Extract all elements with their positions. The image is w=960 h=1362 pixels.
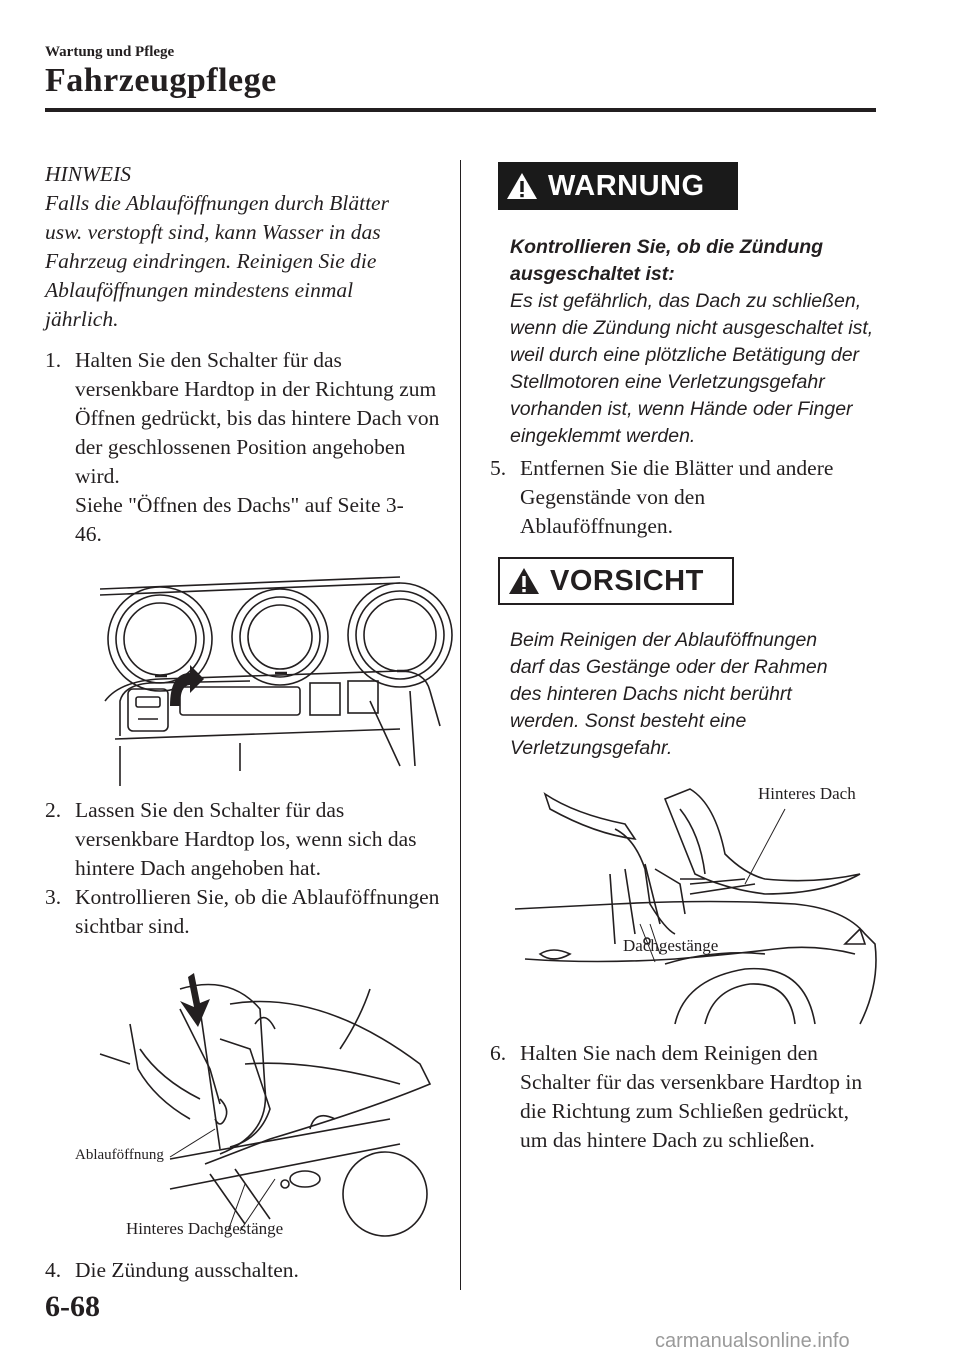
caution-label: VORSICHT <box>550 564 704 597</box>
caution-badge <box>498 557 734 605</box>
label-rear-roof: Hinteres Dach <box>758 784 856 803</box>
warning-badge <box>498 162 738 210</box>
note-text: Falls die Ablauföffnungen durch Blätter usw. verstopft sind, kann Wasser in das Fahrzeug eindringen. Reinigen Sie die Ablauföffnungen mindestens einmal jährlich. <box>45 191 389 331</box>
warning-triangle-icon <box>506 171 538 201</box>
watermark: carmanualsonline.info <box>655 1330 850 1352</box>
left-column <box>45 160 440 1285</box>
page-number: 6-68 <box>45 1290 100 1323</box>
warning-text: Es ist gefährlich, das Dach zu schließen, wenn die Zündung nicht ausgeschaltet ist, weil durch eine plötzliche Betätigung der Stellmotoren eine Verletzungsgefahr vorhanden ist, wenn Hände oder Finger eingeklemmt werden. <box>510 290 874 447</box>
step-number: 3. <box>45 885 62 909</box>
warning-heading: Kontrollieren Sie, ob die Zündung ausgeschaltet ist: <box>510 236 824 285</box>
step-reference: Siehe "Öffnen des Dachs" auf Seite 3-46. <box>75 493 404 546</box>
step-text: Kontrollieren Sie, ob die Ablauföffnungen sichtbar sind. <box>75 885 440 938</box>
caution-triangle-icon <box>508 566 540 596</box>
console-switch-illustration <box>100 561 465 786</box>
step-text: Halten Sie den Schalter für das versenkbare Hardtop in der Richtung zum Öffnen gedrückt, bis das hintere Dach von der geschlossenen Position angehoben wird. <box>75 348 440 488</box>
step-6 <box>490 1039 880 1155</box>
header-rule <box>45 108 876 112</box>
step-5 <box>490 454 880 541</box>
section-title: Wartung und Pflege <box>45 44 175 60</box>
figure-drain-opening <box>70 969 445 1244</box>
right-column <box>490 162 880 1155</box>
step-text: Halten Sie nach dem Reinigen den Schalter für das versenkbare Hardtop in die Richtung zum Schließen gedrückt, um das hintere Dach zu schließen. <box>520 1041 863 1152</box>
step-3 <box>45 883 440 941</box>
drain-opening-illustration <box>70 969 445 1244</box>
caution-text: Beim Reinigen der Ablauföffnungen darf das Gestänge oder der Rahmen des hinteren Dachs nicht berührt werden. Sonst besteht eine Verletzungsgefahr. <box>510 629 828 759</box>
step-2 <box>45 796 440 883</box>
note-title: HINWEIS <box>45 162 131 186</box>
step-4 <box>45 1256 440 1285</box>
step-text: Die Zündung ausschalten. <box>75 1258 299 1282</box>
rear-roof-illustration <box>515 784 880 1029</box>
warning-label: WARNUNG <box>548 169 705 202</box>
step-number: 1. <box>45 348 62 372</box>
step-text: Lassen Sie den Schalter für das versenkbare Hardtop los, wenn sich das hintere Dach angehoben hat. <box>75 798 417 880</box>
step-number: 4. <box>45 1258 62 1282</box>
figure-rear-roof <box>515 784 880 1029</box>
page-title: Fahrzeugpflege <box>45 62 277 99</box>
label-roof-linkage: Dachgestänge <box>623 936 719 955</box>
step-text: Entfernen Sie die Blätter und andere Gegenstände von den Ablauföffnungen. <box>520 456 834 538</box>
step-1 <box>45 346 440 549</box>
step-number: 6. <box>490 1041 507 1065</box>
label-rear-roof-linkage: Hinteres Dachgestänge <box>126 1219 284 1238</box>
figure-console-switch <box>100 561 465 786</box>
step-number: 2. <box>45 798 62 822</box>
step-number: 5. <box>490 456 507 480</box>
label-drain-opening: Ablauföffnung <box>75 1147 164 1163</box>
